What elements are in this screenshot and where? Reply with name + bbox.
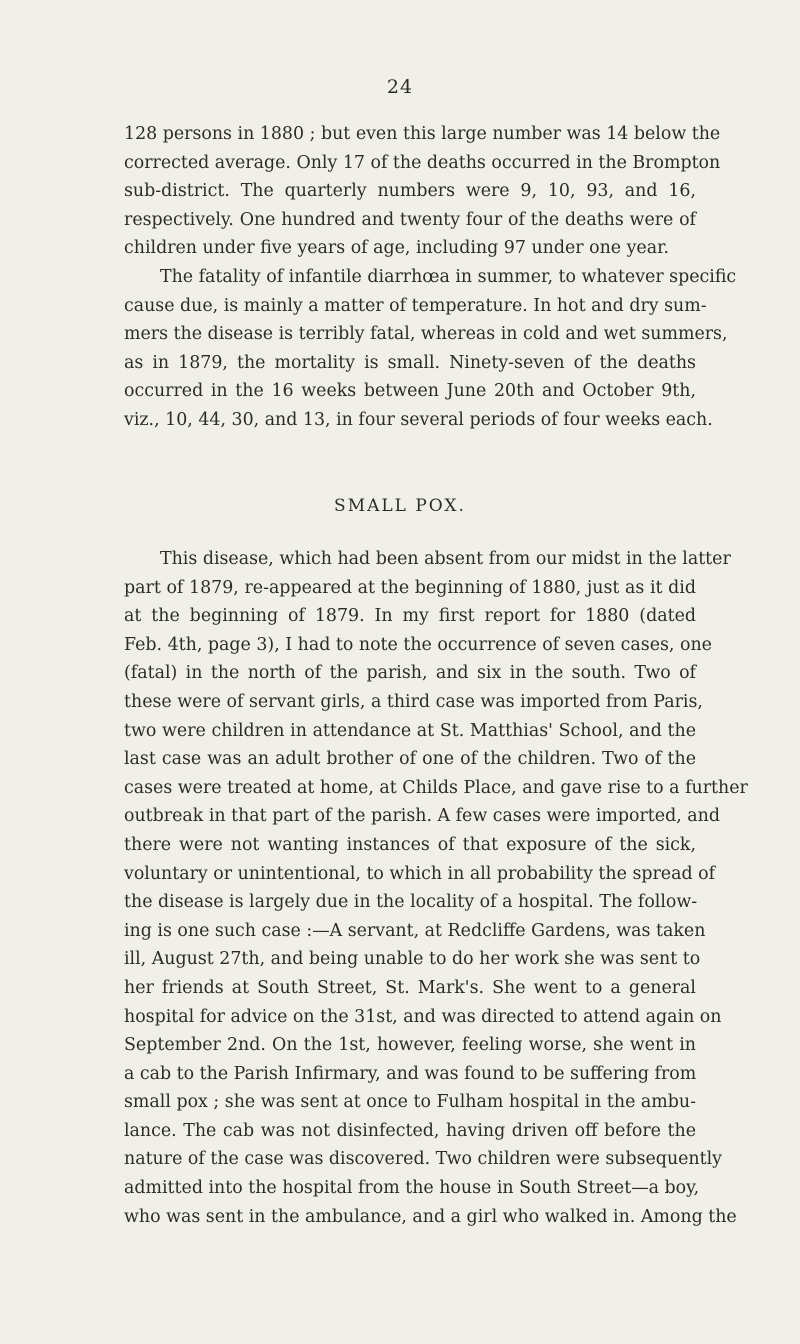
text-line: mers the disease is terribly fatal, whereas in cold and wet summers, xyxy=(124,324,728,345)
paragraph-block-1 xyxy=(124,120,737,435)
text-line: outbreak in that part of the parish. A few cases were imported, and xyxy=(124,806,720,827)
text-line: Feb. 4th, page 3), I had to note the occurrence of seven cases, one xyxy=(124,634,712,655)
text-line: voluntary or unintentional, to which in all probability the spread of xyxy=(124,863,716,884)
text-line: at the beginning of 1879. In my first report for 1880 (dated xyxy=(124,606,696,627)
text-line: two were children in attendance at St. Matthias' School, and the xyxy=(124,720,696,741)
text-line: nature of the case was discovered. Two children were subsequently xyxy=(124,1149,723,1170)
text-line: This disease, which had been absent from our midst in the latter xyxy=(160,549,731,569)
text-line: September 2nd. On the 1st, however, feeling worse, she went in xyxy=(124,1035,696,1056)
text-line: the disease is largely due in the locality of a hospital. The follow- xyxy=(124,892,698,913)
text-line: lance. The cab was not disinfected, having driven off before the xyxy=(124,1120,696,1141)
section-heading: SMALL POX. xyxy=(334,496,466,516)
text-line: admitted into the hospital from the house in South Street—a boy, xyxy=(124,1178,700,1199)
text-line: these were of servant girls, a third case was imported from Paris, xyxy=(124,691,703,712)
text-line: who was sent in the ambulance, and a girl who walked in. Among the xyxy=(124,1206,737,1227)
text-line: last case was an adult brother of one of the children. Two of the xyxy=(124,749,696,770)
text-line: her friends at South Street, St. Mark's. She went to a general xyxy=(124,977,696,998)
text-line: respectively. One hundred and twenty four of the deaths were of xyxy=(124,209,696,230)
text-line: occurred in the 16 weeks between June 20th and October 9th, xyxy=(124,381,696,402)
text-line: The fatality of infantile diarrhœa in summer, to whatever specific xyxy=(160,266,737,287)
text-line: 128 persons in 1880 ; but even this large number was 14 below the xyxy=(124,124,721,144)
text-line: ing is one such case :—A servant, at Redcliffe Gardens, was taken xyxy=(124,920,706,941)
text-line: cases were treated at home, at Childs Place, and gave rise to a further xyxy=(124,777,748,798)
text-line: as in 1879, the mortality is small. Ninety-seven of the deaths xyxy=(124,352,696,373)
paragraph-block-2 xyxy=(124,545,748,1231)
text-line: (fatal) in the north of the parish, and six in the south. Two of xyxy=(124,663,696,684)
text-line: cause due, is mainly a matter of temperature. In hot and dry sum- xyxy=(124,295,707,316)
text-line: part of 1879, re-appeared at the beginning of 1880, just as it did xyxy=(124,577,696,598)
text-line: sub-district. The quarterly numbers were 9, 10, 93, and 16, xyxy=(124,181,696,202)
text-line: a cab to the Parish Infirmary, and was found to be suffering from xyxy=(124,1063,697,1084)
text-line: ill, August 27th, and being unable to do her work she was sent to xyxy=(124,949,701,970)
text-line: children under five years of age, including 97 under one year. xyxy=(124,238,670,259)
page-number: 24 xyxy=(386,76,414,98)
text-line: hospital for advice on the 31st, and was directed to attend again on xyxy=(124,1006,722,1027)
text-line: corrected average. Only 17 of the deaths occurred in the Brompton xyxy=(124,152,721,173)
text-line: small pox ; she was sent at once to Fulham hospital in the ambu- xyxy=(124,1092,696,1113)
text-line: there were not wanting instances of that exposure of the sick, xyxy=(124,834,696,855)
text-line: viz., 10, 44, 30, and 13, in four several periods of four weeks each. xyxy=(124,409,713,430)
